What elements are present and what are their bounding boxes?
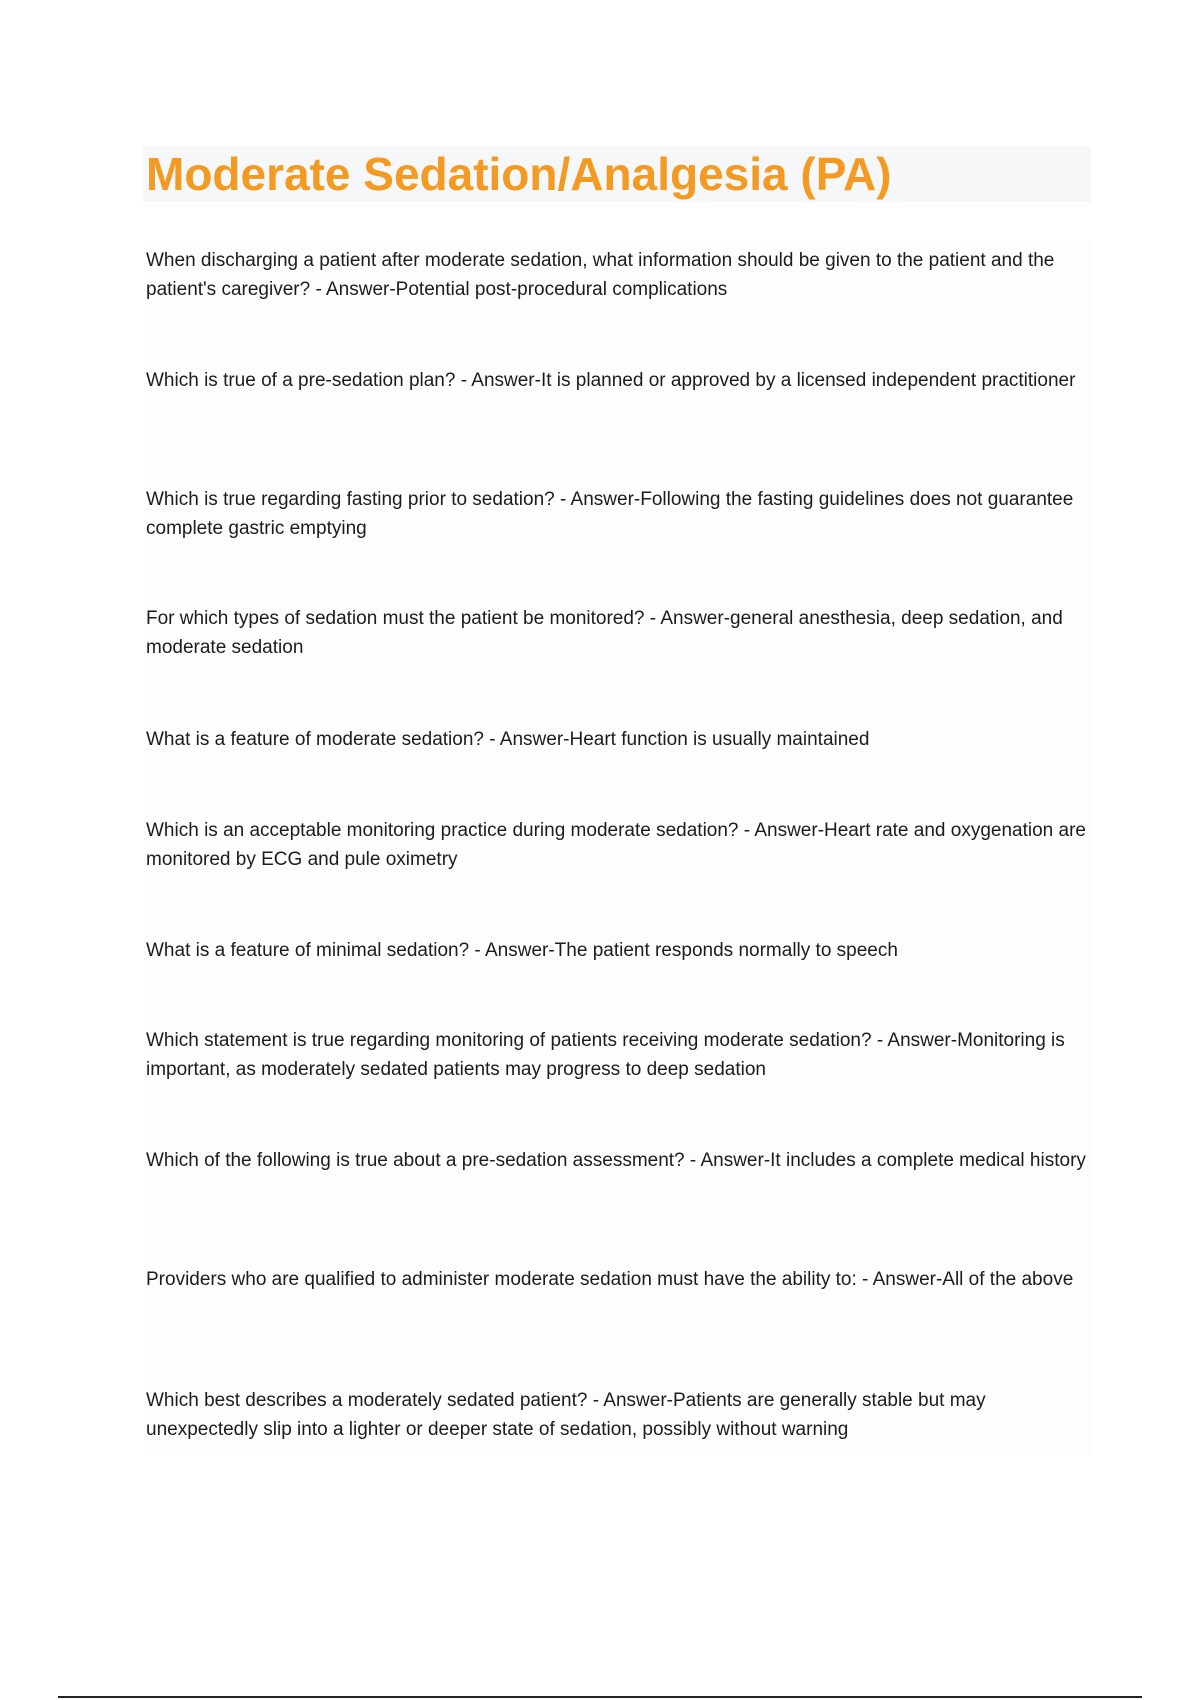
footer-rule [58,1696,1142,1698]
page-title: Moderate Sedation/Analgesia (PA) [146,148,892,200]
qa-item-9: Which of the following is true about a pre-sedation assessment? - Answer-It includes a complete medical history [146,1150,1086,1171]
qa-item-3: Which is true regarding fasting prior to sedation? - Answer-Following the fasting guidelines does not guarantee complete gastric emptying [146,489,1074,539]
qa-item-11: Which best describes a moderately sedated patient? - Answer-Patients are generally stable but may unexpectedly slip into a lighter or deeper state of sedation, possibly without warning [146,1390,986,1440]
qa-item-7: What is a feature of minimal sedation? - Answer-The patient responds normally to speech [146,940,898,961]
qa-item-10: Providers who are qualified to administer moderate sedation must have the ability to: - Answer-All of the above [146,1269,1074,1290]
qa-item-4: For which types of sedation must the patient be monitored? - Answer-general anesthesia, deep sedation, and moderate sedation [146,608,1063,658]
qa-item-5: What is a feature of moderate sedation? - Answer-Heart function is usually maintained [146,729,870,750]
qa-item-1: When discharging a patient after moderate sedation, what information should be given to the patient and the patient's caregiver? - Answer-Potential post-procedural complications [146,250,1055,300]
qa-item-2: Which is true of a pre-sedation plan? - Answer-It is planned or approved by a licensed independent practitioner [146,370,1076,391]
qa-item-8: Which statement is true regarding monitoring of patients receiving moderate sedation? - Answer-Monitoring is important, as moderately sedated patients may progress to deep sedation [146,1030,1065,1080]
qa-item-6: Which is an acceptable monitoring practice during moderate sedation? - Answer-Heart rate and oxygenation are monitored by ECG and pule oximetry [146,820,1086,870]
